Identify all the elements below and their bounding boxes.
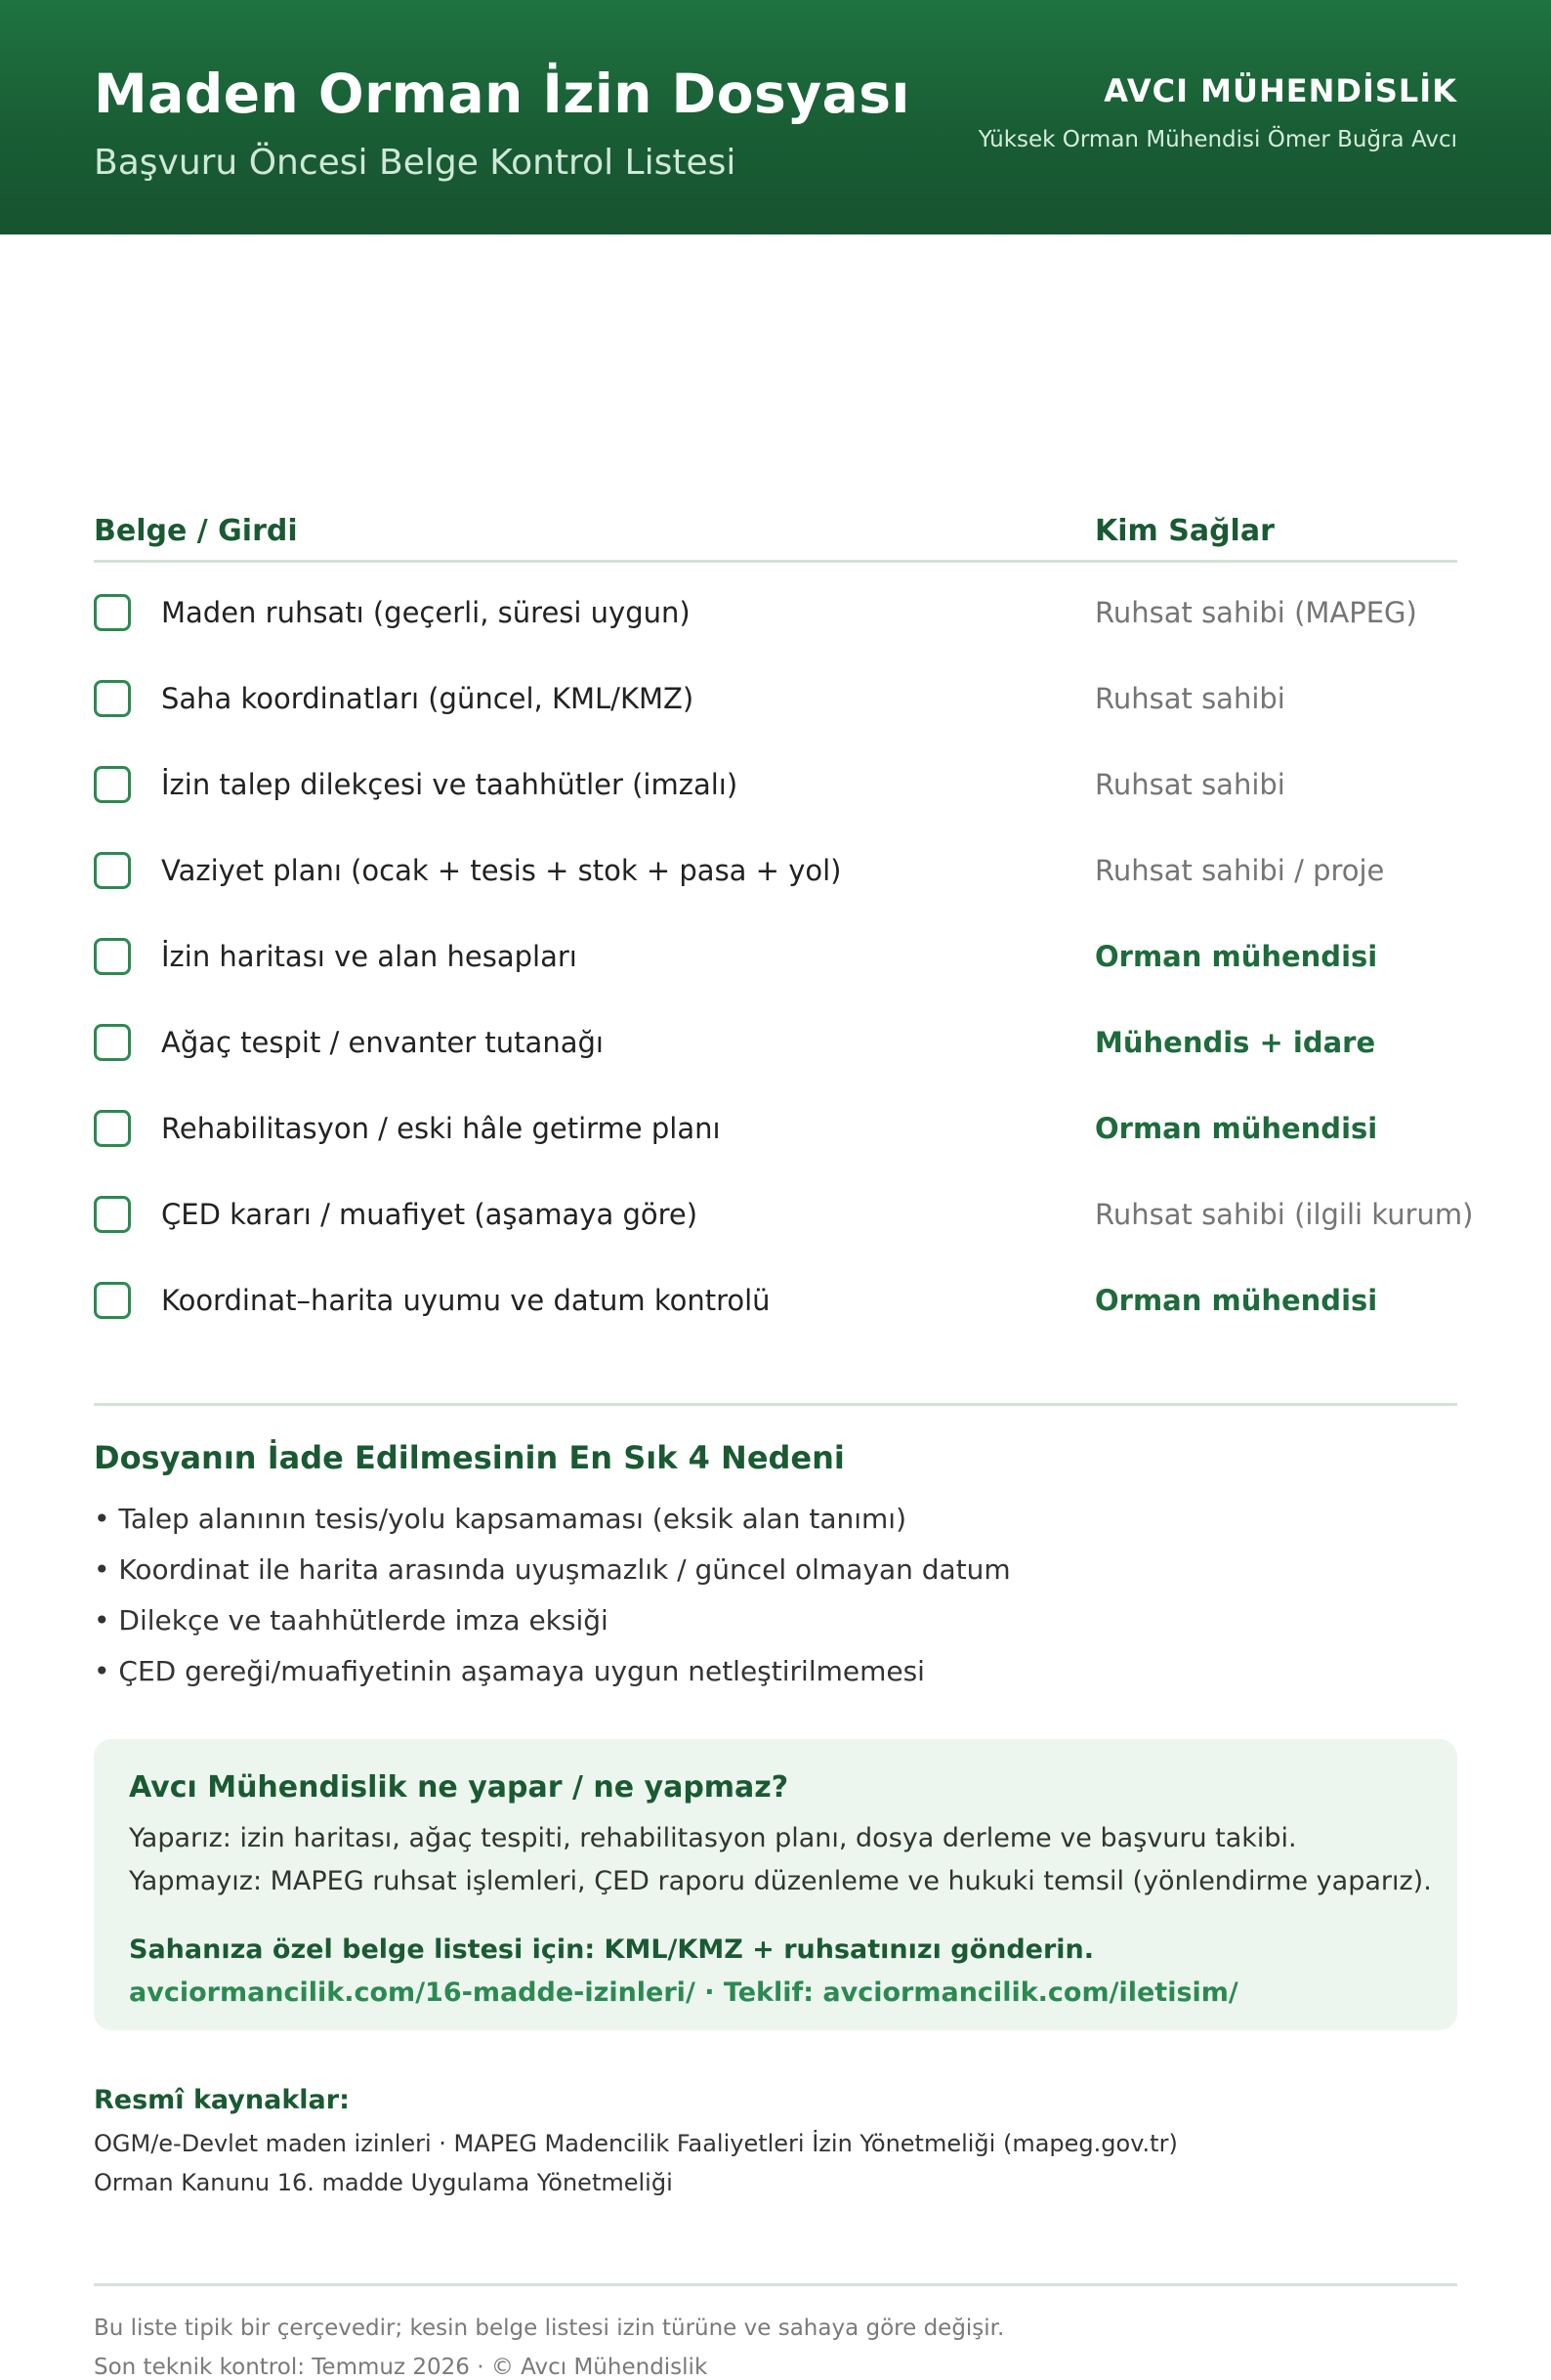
checklist-row — [94, 848, 1510, 897]
document-label: ÇED kararı / muafiyet (aşamaya göre) — [161, 1198, 698, 1231]
source-line: Orman Kanunu 16. madde Uygulama Yönetmeliği — [94, 2169, 673, 2196]
contact-links[interactable]: avciormancilik.com/16-madde-izinleri/ · Teklif: avciormancilik.com/iletisim/ — [129, 1977, 1238, 2008]
checkbox[interactable] — [94, 938, 131, 975]
services-not-offered: Yapmayız: MAPEG ruhsat işlemleri, ÇED raporu düzenleme ve hukuki temsil (yönlendirme yaparız). — [129, 1866, 1432, 1896]
document-label: İzin haritası ve alan hesapları — [161, 940, 577, 973]
provider-label: Ruhsat sahibi — [1095, 682, 1285, 715]
checkbox[interactable] — [94, 1024, 131, 1061]
page-header — [0, 0, 1551, 234]
provider-label: Orman mühendisi — [1095, 940, 1378, 973]
provider-label: Ruhsat sahibi (MAPEG) — [1095, 596, 1417, 629]
checkbox[interactable] — [94, 1282, 131, 1319]
services-offered: Yaparız: izin haritası, ağaç tespiti, rehabilitasyon planı, dosya derleme ve başvuru takibi. — [129, 1823, 1297, 1853]
footer-divider — [94, 2283, 1457, 2286]
header-divider — [94, 560, 1457, 563]
page-title: Maden Orman İzin Dosyası — [94, 63, 910, 125]
footer-meta: Son teknik kontrol: Temmuz 2026 · © Avcı Mühendislik — [94, 2355, 708, 2380]
call-to-action: Sahanıza özel belge listesi için: KML/KMZ + ruhsatınızı gönderin. — [129, 1934, 1095, 1965]
reason-item: • Talep alanının tesis/yolu kapsamaması (eksik alan tanımı) — [94, 1503, 907, 1535]
document-label: Saha koordinatları (güncel, KML/KMZ) — [161, 682, 694, 715]
reasons-title: Dosyanın İade Edilmesinin En Sık 4 Nedeni — [94, 1439, 845, 1476]
checklist-row — [94, 762, 1510, 811]
info-box-title: Avcı Mühendislik ne yapar / ne yapmaz? — [129, 1770, 789, 1805]
document-label: Ağaç tespit / envanter tutanağı — [161, 1026, 604, 1059]
reason-item: • Koordinat ile harita arasında uyuşmazlık / güncel olmayan datum — [94, 1553, 1011, 1586]
footer-note: Bu liste tipik bir çerçevedir; kesin belge listesi izin türüne ve sahaya göre değişir. — [94, 2316, 1005, 2341]
checkbox[interactable] — [94, 680, 131, 717]
page-subtitle: Başvuru Öncesi Belge Kontrol Listesi — [94, 143, 736, 183]
provider-label: Orman mühendisi — [1095, 1112, 1378, 1145]
provider-label: Orman mühendisi — [1095, 1284, 1378, 1317]
column-header-document: Belge / Girdi — [94, 514, 298, 548]
checklist-row — [94, 1278, 1510, 1327]
provider-label: Ruhsat sahibi — [1095, 768, 1285, 801]
section-divider — [94, 1403, 1457, 1406]
checkbox[interactable] — [94, 852, 131, 889]
document-label: İzin talep dilekçesi ve taahhütler (imzalı) — [161, 768, 738, 801]
provider-label: Ruhsat sahibi / proje — [1095, 854, 1385, 887]
checklist-row — [94, 590, 1510, 639]
info-box — [94, 1739, 1457, 2030]
checkbox[interactable] — [94, 1110, 131, 1147]
reason-item: • ÇED gereği/muafiyetinin aşamaya uygun netleştirilmemesi — [94, 1655, 925, 1687]
checklist-row — [94, 676, 1510, 725]
document-label: Koordinat–harita uyumu ve datum kontrolü — [161, 1284, 771, 1317]
checklist-row — [94, 934, 1510, 983]
source-line: OGM/e-Devlet maden izinleri · MAPEG Madencilik Faaliyetleri İzin Yönetmeliği (mapeg.gov.tr) — [94, 2130, 1178, 2157]
sources-title: Resmî kaynaklar: — [94, 2085, 350, 2115]
document-label: Vaziyet planı (ocak + tesis + stok + pasa + yol) — [161, 854, 842, 887]
checkbox[interactable] — [94, 1196, 131, 1233]
engineer-name: Yüksek Orman Mühendisi Ömer Buğra Avcı — [978, 127, 1457, 152]
document-label: Rehabilitasyon / eski hâle getirme planı — [161, 1112, 721, 1145]
brand-name: AVCI MÜHENDİSLİK — [1104, 72, 1457, 109]
provider-label: Ruhsat sahibi (ilgili kurum) — [1095, 1198, 1474, 1231]
document-label: Maden ruhsatı (geçerli, süresi uygun) — [161, 596, 691, 629]
checklist-row — [94, 1020, 1510, 1069]
checklist-row — [94, 1192, 1510, 1241]
reason-item: • Dilekçe ve taahhütlerde imza eksiği — [94, 1604, 608, 1636]
provider-label: Mühendis + idare — [1095, 1026, 1376, 1059]
checkbox[interactable] — [94, 766, 131, 803]
checkbox[interactable] — [94, 594, 131, 631]
checklist-row — [94, 1106, 1510, 1155]
column-header-provider: Kim Sağlar — [1095, 514, 1275, 548]
